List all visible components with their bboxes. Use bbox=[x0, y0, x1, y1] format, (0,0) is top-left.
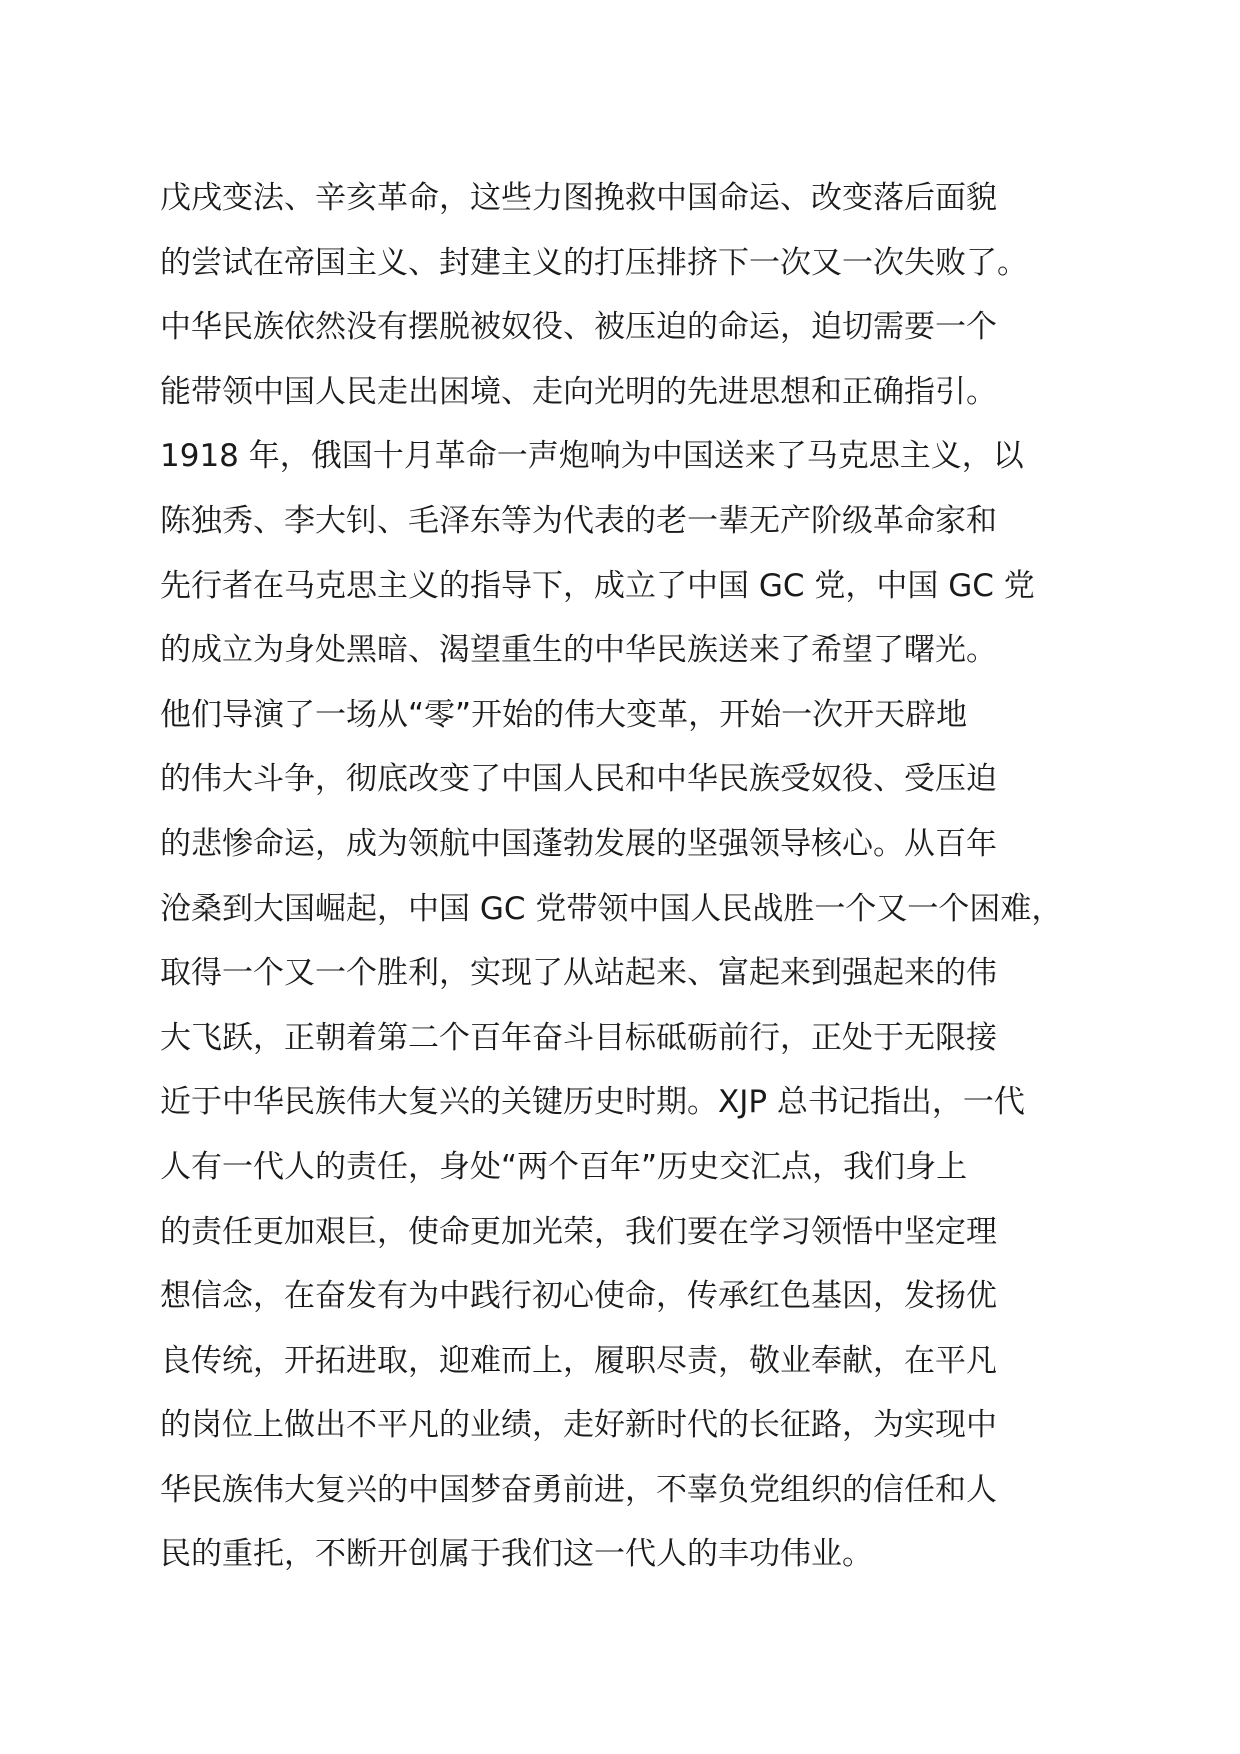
text-line: 近于中华民族伟大复兴的关键历史时期。XJP 总书记指出，一代 bbox=[160, 1084, 1025, 1121]
text-line: 人有一代人的责任，身处“两个百年”历史交汇点，我们身上 bbox=[160, 1148, 968, 1185]
text-line: 的悲惨命运，成为领航中国蓬勃发展的坚强领导核心。从百年 bbox=[160, 825, 997, 862]
text-line: 戊戌变法、辛亥革命，这些力图挽救中国命运、改变落后面貌 bbox=[160, 180, 997, 216]
text-line: 想信念，在奋发有为中践行初心使命，传承红色基因，发扬优 bbox=[160, 1278, 997, 1315]
text-line: 的伟大斗争，彻底改变了中国人民和中华民族受奴役、受压迫 bbox=[160, 761, 997, 798]
text-line: 先行者在马克思主义的指导下，成立了中国 GC 党，中国 GC 党 bbox=[160, 567, 1035, 604]
text-line: 陈独秀、李大钊、毛泽东等为代表的老一辈无产阶级革命家和 bbox=[160, 502, 997, 539]
text-line: 良传统，开拓进取，迎难而上，履职尽责，敬业奉献，在平凡 bbox=[160, 1342, 997, 1379]
body-paragraph bbox=[160, 166, 1120, 1587]
text-line: 民的重托，不断开创属于我们这一代人的丰功伟业。 bbox=[160, 1536, 873, 1573]
text-line: 1918 年，俄国十月革命一声炮响为中国送来了马克思主义，以 bbox=[160, 438, 1024, 475]
text-line: 的成立为身处黑暗、渴望重生的中华民族送来了希望了曙光。 bbox=[160, 632, 997, 669]
text-line: 的岗位上做出不平凡的业绩，走好新时代的长征路，为实现中 bbox=[160, 1407, 997, 1444]
text-line: 的责任更加艰巨，使命更加光荣，我们要在学习领悟中坚定理 bbox=[160, 1213, 997, 1250]
text-line: 大飞跃，正朝着第二个百年奋斗目标砥砺前行，正处于无限接 bbox=[160, 1019, 997, 1056]
text-line: 能带领中国人民走出困境、走向光明的先进思想和正确指引。 bbox=[160, 373, 997, 410]
text-line: 他们导演了一场从“零”开始的伟大变革，开始一次开天辟地 bbox=[160, 696, 968, 733]
text-line: 取得一个又一个胜利，实现了从站起来、富起来到强起来的伟 bbox=[160, 955, 997, 992]
text-line: 华民族伟大复兴的中国梦奋勇前进，不辜负党组织的信任和人 bbox=[160, 1471, 997, 1508]
text-line: 沧桑到大国崛起，中国 GC 党带领中国人民战胜一个又一个困难， bbox=[160, 890, 1063, 927]
text-line: 中华民族依然没有摆脱被奴役、被压迫的命运，迫切需要一个 bbox=[160, 309, 997, 346]
text-line: 的尝试在帝国主义、封建主义的打压排挤下一次又一次失败了。 bbox=[160, 244, 1028, 281]
